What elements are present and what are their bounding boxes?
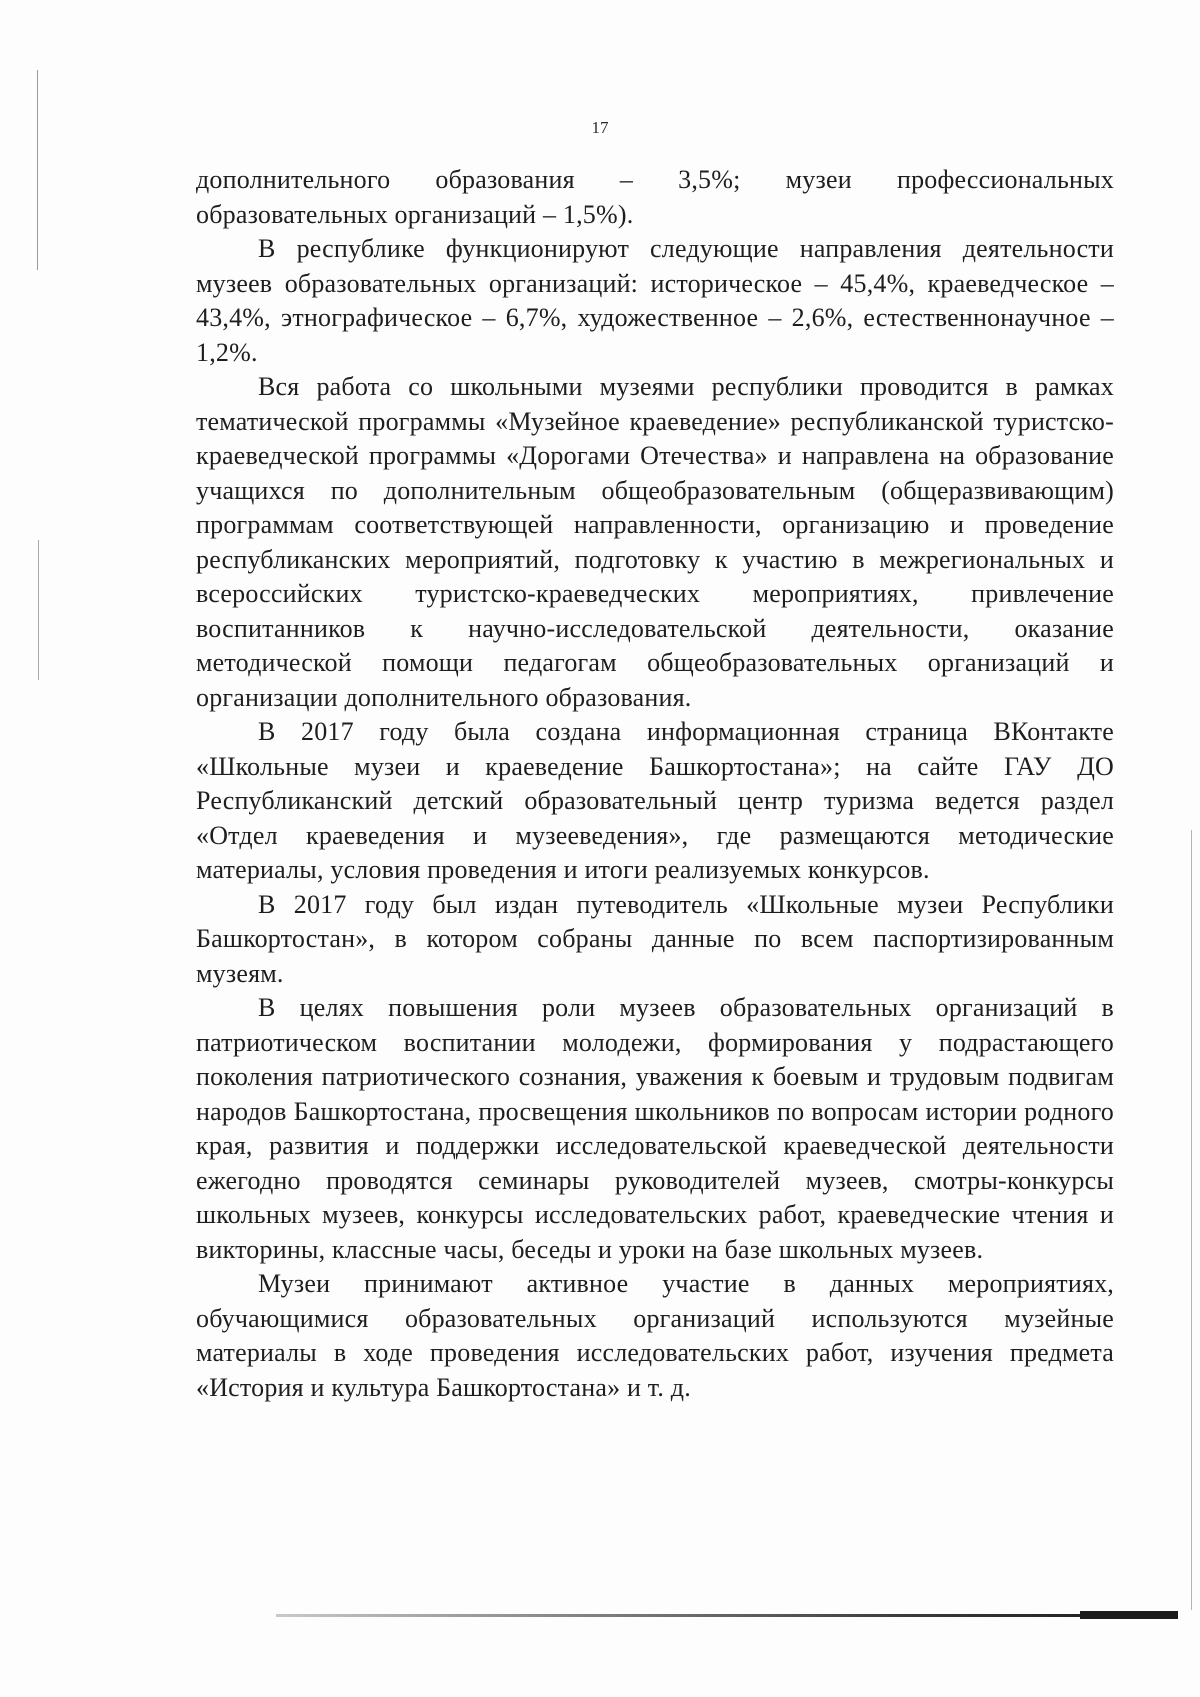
scan-edge-line [38, 540, 39, 680]
paragraph: В целях повышения роли музеев образовательных организаций в патриотическом воспитании молодежи, формирования у подрастающего поколения патриотического сознания, уважения к боевым и трудовым подвигам народов Башкортостана, просвещения школьников по вопросам истории родного края, развития и поддержки исследовательской краеведческой деятельности ежегодно проводятся семинары руководителей музеев, смотры-конкурсы школьных музеев, конкурсы исследовательских работ, краеведческие чтения и викторины, классные часы, беседы и уроки на базе школьных музеев. [196, 993, 1114, 1264]
paragraph: Музеи принимают активное участие в данных мероприятиях, обучающимися образовательных организаций используются музейные материалы в ходе проведения исследовательских работ, изучения предмета «История и культура Башкортостана» и т. д. [196, 1269, 1114, 1402]
document-body [196, 163, 1114, 1405]
paragraph: дополнительного образования – 3,5%; музеи профессиональных образовательных организаций – 1,5%). [196, 165, 1114, 229]
paragraph: В 2017 году был издан путеводитель «Школьные музеи Республики Башкортостан», в котором собраны данные по всем паспортизированным музеям. [196, 889, 1114, 988]
paragraph: В 2017 году была создана информационная страница ВКонтакте «Школьные музеи и краеведение Башкортостана»; на сайте ГАУ ДО Республиканский детский образовательный центр туризма ведется раздел «Отдел краеведения и музееведения», где размещаются методические материалы, условия проведения и итоги реализуемых конкурсов. [196, 717, 1114, 884]
paragraph: В республике функционируют следующие направления деятельности музеев образовательных организаций: историческое – 45,4%, краеведческое – 43,4%, этнографическое – 6,7%, художественное – 2,6%, естественнонаучное – 1,2%. [196, 234, 1114, 367]
paragraph: Вся работа со школьными музеями республики проводится в рамках тематической программы «Музейное краеведение» республиканской туристско-краеведческой программы «Дорогами Отечества» и направлена на образование учащихся по дополнительным общеобразовательным (общеразвивающим) программам соответствующей направленности, организацию и проведение республиканских мероприятий, подготовку к участию в межрегиональных и всероссийских туристско-краеведческих мероприятиях, привлечение воспитанников к научно-исследовательской деятельности, оказание методической помощи педагогам общеобразовательных организаций и организации дополнительного образования. [196, 372, 1114, 712]
scan-edge-line [1191, 830, 1192, 1610]
scan-bottom-edge [1080, 1611, 1178, 1619]
scan-edge-line [37, 70, 38, 270]
scan-bottom-edge [276, 1614, 1178, 1617]
page-number: 17 [591, 118, 609, 137]
